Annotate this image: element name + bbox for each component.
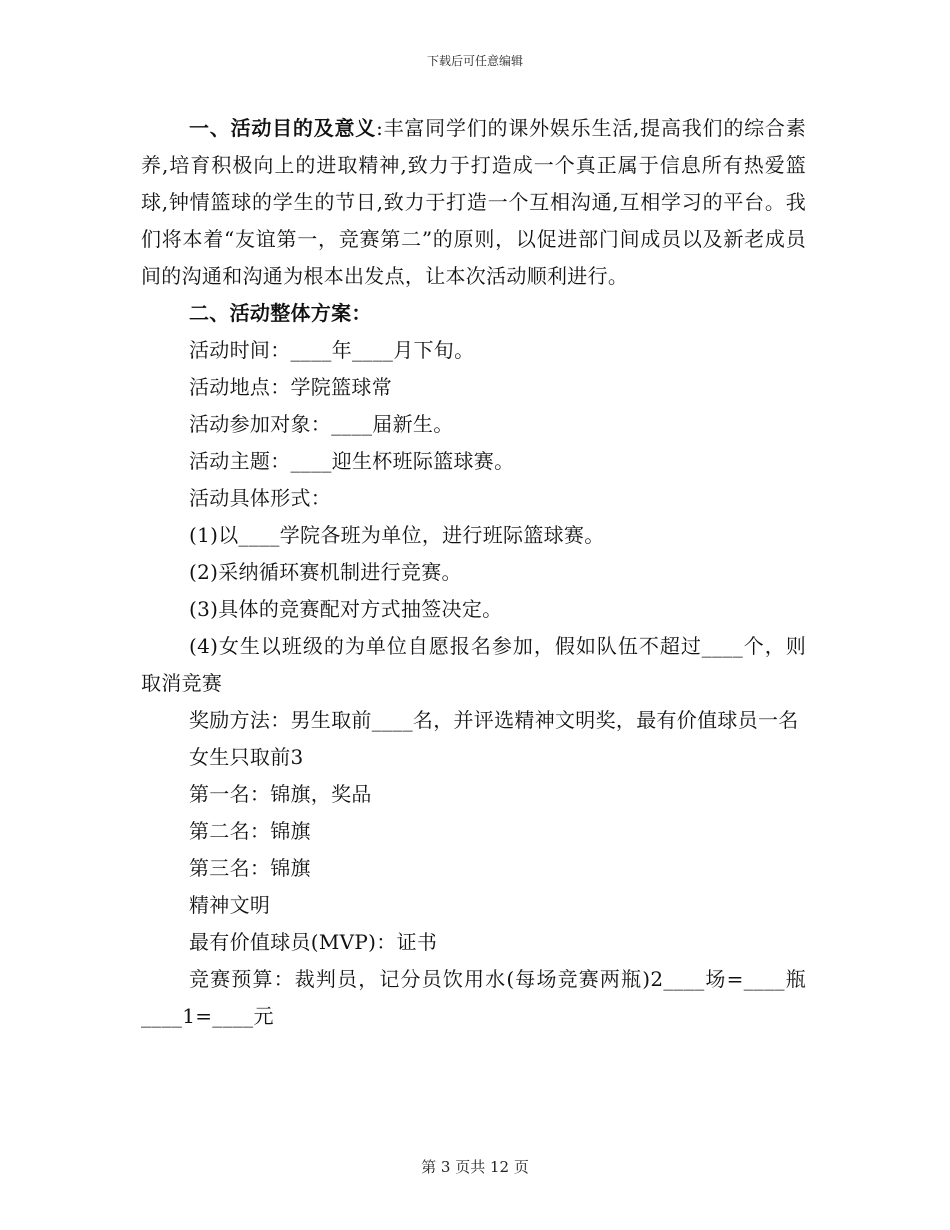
format-item-1: (1)以____学院各班为单位，进行班际篮球赛。 xyxy=(189,523,605,547)
page-header: 下载后可任意编辑 xyxy=(426,54,523,68)
activity-theme: 活动主题：____迎生杯班际篮球赛。 xyxy=(189,449,515,473)
reward-method: 奖励方法：男生取前____名，并评选精神文明奖，最有价值球员一名 xyxy=(189,708,799,732)
mvp-award: 最有价值球员(MVP)：证书 xyxy=(189,930,438,954)
female-top-3: 女生只取前3 xyxy=(189,745,304,769)
section-2-title: 二、活动整体方案： xyxy=(189,301,372,325)
document-body xyxy=(141,110,806,1035)
section-1-title: 一、活动目的及意义 xyxy=(189,116,377,140)
activity-participants: 活动参加对象：____届新生。 xyxy=(189,412,454,436)
page-footer: 第 3 页共 12 页 xyxy=(421,1158,529,1176)
section-1-paragraph xyxy=(141,110,806,295)
activity-time: 活动时间：____年____月下旬。 xyxy=(189,338,475,362)
activity-format-label: 活动具体形式： xyxy=(189,486,332,510)
budget-line: 竞赛预算：裁判员，记分员饮用水(每场竞赛两瓶)2____场=____瓶____1=____元 xyxy=(141,967,806,1028)
activity-location: 活动地点：学院篮球常 xyxy=(189,375,392,399)
second-place: 第二名：锦旗 xyxy=(189,819,311,843)
third-place: 第三名：锦旗 xyxy=(189,856,311,880)
format-item-2: (2)采纳循环赛机制进行竞赛。 xyxy=(189,560,462,584)
format-item-4: (4)女生以班级的为单位自愿报名参加，假如队伍不超过____个，则取消竞赛 xyxy=(141,634,806,695)
sportsmanship-award: 精神文明 xyxy=(189,893,271,917)
section-1-body: :丰富同学们的课外娱乐生活,提高我们的综合素养,培育积极向上的进取精神,致力于打造成一个真正属于信息所有热爱篮球,钟情篮球的学生的节日,致力于打造一个互相沟通,互相学习的平台。我们将本着“友谊第一，竞赛第二”的原则，以促进部门间成员以及新老成员间的沟通和沟通为根本出发点，让本次活动顺利进行。 xyxy=(141,116,806,288)
format-item-3: (3)具体的竞赛配对方式抽签决定。 xyxy=(189,597,503,621)
first-place: 第一名：锦旗，奖品 xyxy=(189,782,372,806)
